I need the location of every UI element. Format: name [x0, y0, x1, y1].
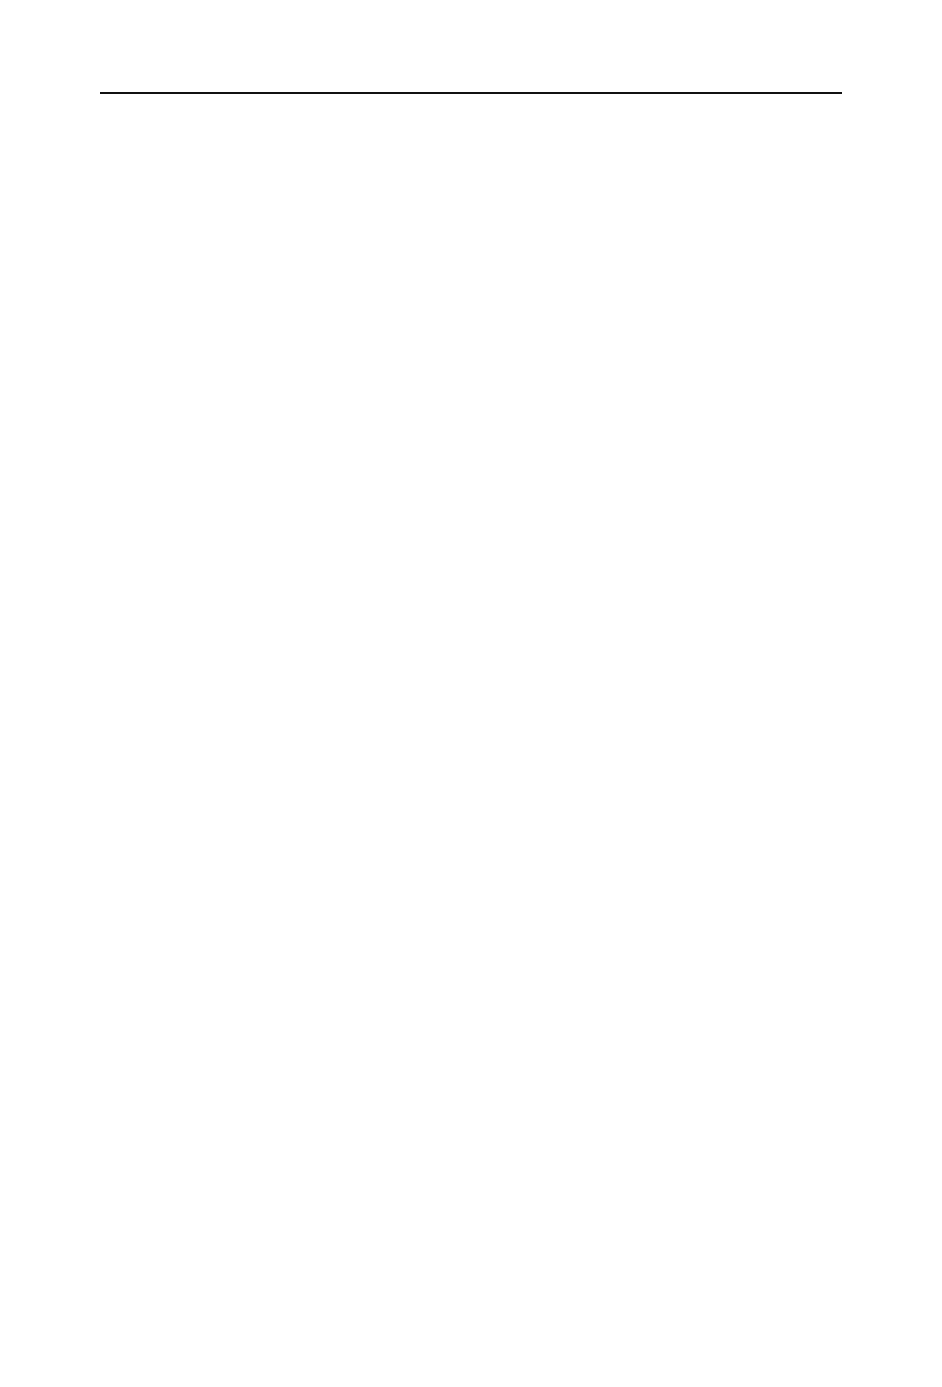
- page-header: [100, 40, 842, 94]
